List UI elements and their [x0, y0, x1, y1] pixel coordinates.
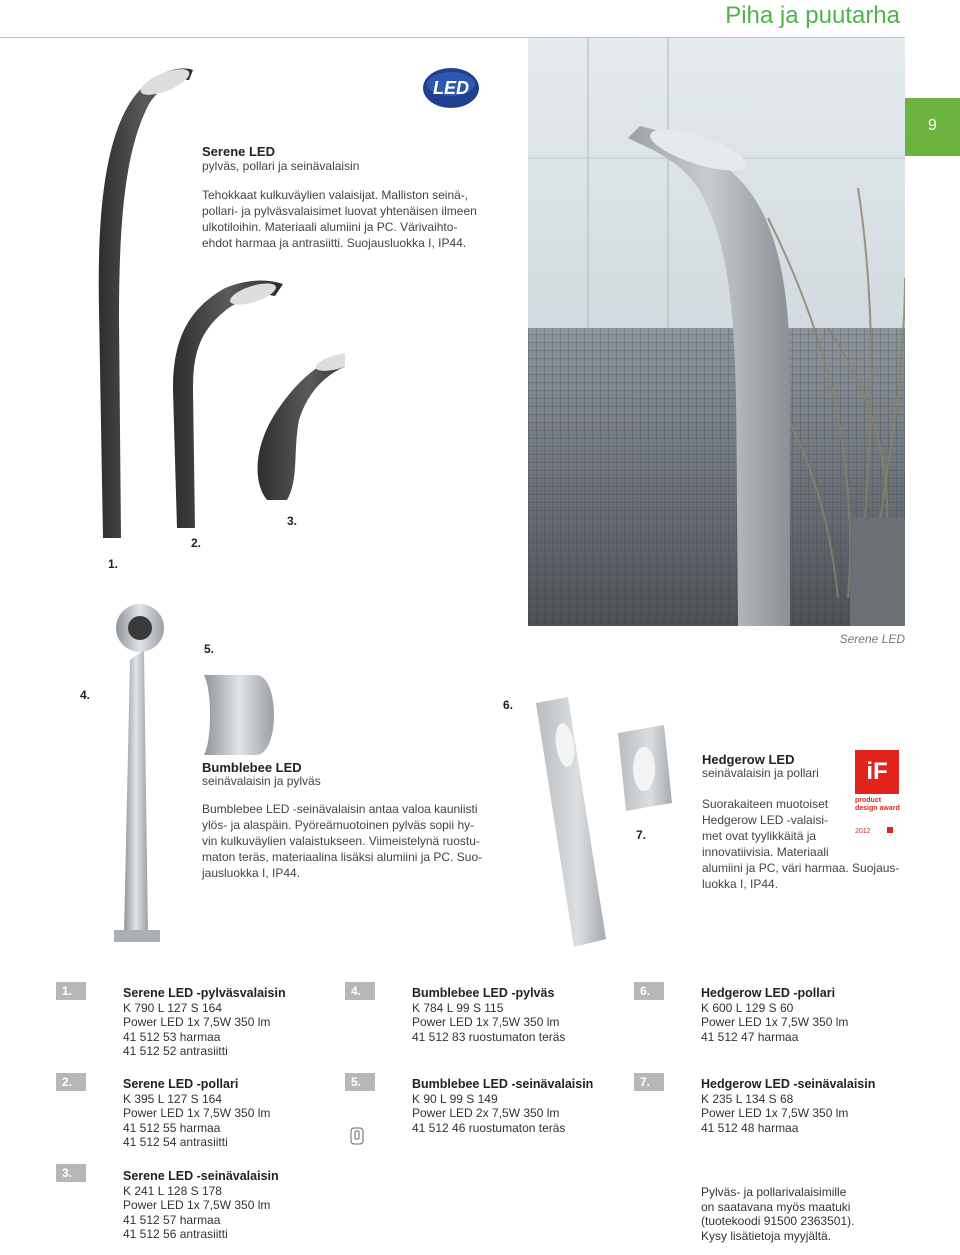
page-number-tab — [905, 98, 960, 156]
spec-title: Serene LED -seinävalaisin — [123, 1169, 279, 1183]
spec-line: Power LED 1x 7,5W 350 lm — [701, 1015, 849, 1029]
serene-lamps-illustration — [85, 60, 345, 540]
serene-desc-line: ulkotiloihin. Materiaali alumiini ja PC. Värivaihto- — [202, 220, 458, 234]
spec-num-4: 4. — [345, 982, 375, 1000]
spec-line: Power LED 1x 7,5W 350 lm — [123, 1198, 271, 1212]
spec-title: Bumblebee LED -seinävalaisin — [412, 1077, 594, 1091]
if-logo: iF — [855, 750, 899, 794]
label-2: 2. — [191, 536, 202, 550]
spec-num-3: 3. — [56, 1164, 86, 1182]
page-title: Piha ja puutarha — [725, 2, 900, 29]
note-line: Pylväs- ja pollarivalaisimille — [701, 1185, 847, 1199]
label-4: 4. — [80, 688, 91, 702]
spec-num-6: 6. — [634, 982, 664, 1000]
spec-num-7: 7. — [634, 1073, 664, 1091]
spec-line: Power LED 1x 7,5W 350 lm — [123, 1015, 271, 1029]
serene-desc-line: ehdot harmaa ja antrasiitti. Suojausluokka I, IP44. — [202, 236, 467, 250]
hedgerow-desc-line: Suorakaiteen muotoiset — [702, 797, 829, 811]
spec-block-2 — [123, 1077, 270, 1150]
spec-line: K 235 L 134 S 68 — [701, 1091, 794, 1106]
page-number: 9 — [928, 117, 937, 134]
spec-line: Power LED 1x 7,5W 350 lm — [701, 1106, 849, 1120]
spec-line: Power LED 1x 7,5W 350 lm — [412, 1015, 560, 1029]
spec-block-7 — [701, 1077, 875, 1135]
spec-line: Power LED 2x 7,5W 350 lm — [412, 1106, 560, 1120]
spec-line: K 241 L 128 S 178 — [123, 1183, 222, 1198]
spec-block-6 — [701, 986, 848, 1044]
spec-line: K 395 L 127 S 164 — [123, 1091, 222, 1106]
bulb-icon — [350, 1127, 364, 1145]
spec-line: K 790 L 127 S 164 — [123, 1000, 222, 1015]
spec-line: K 784 L 99 S 115 — [412, 1000, 504, 1015]
spec-num-2: 2. — [56, 1073, 86, 1091]
hedgerow-desc-line: alumiini ja PC, väri harmaa. Suojaus- — [702, 861, 900, 875]
note-line: Kysy lisätietoja myyjältä. — [701, 1228, 832, 1243]
bumblebee-desc-line: maton teräs, materiaalina lisäksi alumiini ja PC. Suo- — [202, 850, 483, 864]
spec-line: 41 512 55 harmaa — [123, 1120, 221, 1135]
serene-photo — [528, 38, 905, 626]
spec-line: 41 512 48 harmaa — [701, 1120, 799, 1135]
serene-title: Serene LED — [202, 144, 275, 159]
serene-desc-line: Tehokkaat kulkuväylien valaisijat. Malliston seinä-, — [202, 188, 469, 202]
serene-desc-line: pollari- ja pylväsvalaisimet luovat yhtenäisen ilmeen — [202, 204, 477, 218]
spec-line: 41 512 47 harmaa — [701, 1029, 799, 1044]
if-award-year — [855, 827, 905, 835]
spec-line: K 600 L 129 S 60 — [701, 1000, 794, 1015]
hedgerow-subtitle: seinävalaisin ja pollari — [702, 766, 819, 780]
spec-title: Bumblebee LED -pylväs — [412, 986, 555, 1000]
spec-block-5 — [412, 1077, 593, 1135]
spec-line: 41 512 83 ruostumaton teräs — [412, 1029, 566, 1044]
if-award-line1: product — [855, 797, 882, 804]
serene-subtitle: pylväs, pollari ja seinävalaisin — [202, 159, 360, 173]
spec-num-5: 5. — [345, 1073, 375, 1091]
bumblebee-description — [202, 801, 482, 881]
bumblebee-desc-line: ylös- ja alaspäin. Pyöreämuotoinen pylväs sopii hy- — [202, 818, 475, 832]
bumblebee-subtitle: seinävalaisin ja pylväs — [202, 774, 321, 788]
hedgerow-illustration — [530, 695, 680, 950]
hedgerow-desc-line: luokka I, IP44. — [702, 877, 779, 891]
label-1: 1. — [108, 557, 119, 571]
if-award-year-text: 2012 — [855, 828, 871, 835]
bumblebee-desc-line: Bumblebee LED -seinävalaisin antaa valoa kauniisti — [202, 802, 478, 816]
led-logo-text: LED — [433, 78, 469, 98]
if-design-award-badge — [855, 750, 905, 840]
led-logo — [420, 62, 482, 112]
ground-support-note — [701, 1185, 854, 1243]
spec-title: Hedgerow LED -pollari — [701, 986, 836, 1000]
hedgerow-desc-line: met ovat tyylikkäitä ja — [702, 829, 817, 843]
spec-block-4 — [412, 986, 565, 1044]
hedgerow-desc-line: Hedgerow LED -valaisi- — [702, 813, 829, 827]
bumblebee-wall-shape — [204, 675, 274, 755]
label-3: 3. — [287, 514, 298, 528]
spec-title: Serene LED -pylväsvalaisin — [123, 986, 286, 1000]
spec-block-3 — [123, 1169, 279, 1242]
spec-line: Power LED 1x 7,5W 350 lm — [123, 1106, 271, 1120]
serene-description — [202, 187, 477, 251]
bumblebee-title: Bumblebee LED — [202, 760, 302, 775]
spec-line: 41 512 56 antrasiitti — [123, 1227, 228, 1241]
bumblebee-pole-shape — [124, 650, 148, 935]
hedgerow-desc-line: innovatiivisia. Materiaali — [702, 845, 829, 859]
hedgerow-title: Hedgerow LED — [702, 752, 795, 767]
spec-title: Hedgerow LED -seinävalaisin — [701, 1077, 876, 1091]
spec-block-1 — [123, 986, 286, 1059]
bumblebee-desc-line: jausluokka I, IP44. — [202, 866, 301, 880]
spec-num-1: 1. — [56, 982, 86, 1000]
photo-caption: Serene LED — [839, 632, 905, 646]
spec-line: K 90 L 99 S 149 — [412, 1091, 498, 1106]
label-7: 7. — [636, 828, 647, 842]
serene-wall-shape — [258, 350, 345, 500]
spec-line: 41 512 46 ruostumaton teräs — [412, 1120, 566, 1135]
spec-line: 41 512 54 antrasiitti — [123, 1135, 228, 1149]
note-line: on saatavana myös maatuki — [701, 1199, 851, 1214]
spec-title: Serene LED -pollari — [123, 1077, 239, 1091]
if-award-line2: design award — [855, 805, 900, 812]
spec-line: 41 512 52 antrasiitti — [123, 1044, 228, 1058]
spec-line: 41 512 53 harmaa — [123, 1029, 221, 1044]
spec-line: 41 512 57 harmaa — [123, 1212, 221, 1227]
label-5: 5. — [204, 642, 215, 656]
bumblebee-desc-line: vin kulkuväylien valaistukseen. Viimeistelynä ruostu- — [202, 834, 480, 848]
label-6: 6. — [503, 698, 514, 712]
note-line: (tuotekoodi 91500 2363501). — [701, 1214, 855, 1228]
